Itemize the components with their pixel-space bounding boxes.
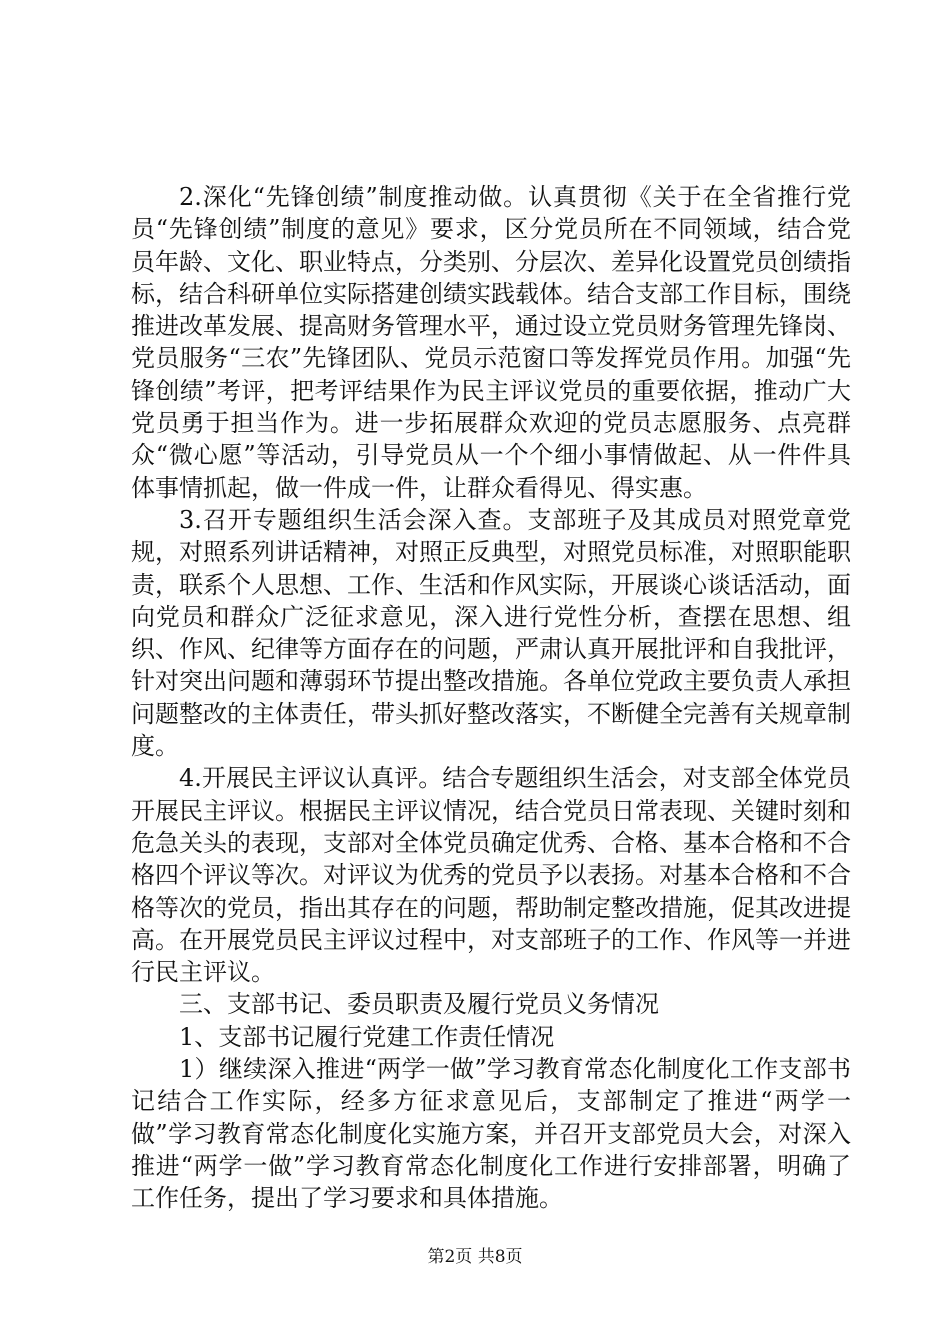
paragraph-pioneer-achievement: 2.深化“先锋创绩”制度推动做。认真贯彻《关于在全省推行党员“先锋创绩”制度的意见》要求，区分党员所在不同领域，结合党员年龄、文化、职业特点，分类别、分层次、差异化设置党员创绩指标，结合科研单位实际搭建创绩实践载体。结合支部工作目标，围绕推进改革发展、提高财务管理水平，通过设立党员财务管理先锋岗、党员服务“三农”先锋团队、党员示范窗口等发挥党员作用。加强“先锋创绩”考评，把考评结果作为民主评议党员的重要依据，推动广大党员勇于担当作为。进一步拓展群众欢迎的党员志愿服务、点亮群众“微心愿”等活动，引导党员从一个个细小事情做起、从一件件具体事情抓起，做一件成一件，让群众看得见、得实惠。 <box>131 183 851 502</box>
paragraph-special-meeting: 3.召开专题组织生活会深入查。支部班子及其成员对照党章党规，对照系列讲话精神，对照正反典型，对照党员标准，对照职能职责，联系个人思想、工作、生活和作风实际，开展谈心谈话活动，面向党员和群众广泛征求意见，深入进行党性分析，查摆在思想、组织、作风、纪律等方面存在的问题，严肃认真开展批评和自我批评，针对突出问题和薄弱环节提出整改措施。各单位党政主要负责人承担问题整改的主体责任，带头抓好整改落实，不断健全完善有关规章制度。 <box>131 505 851 761</box>
document-body <box>131 181 851 1215</box>
paragraph-democratic-evaluation: 4.开展民主评议认真评。结合专题组织生活会，对支部全体党员开展民主评议。根据民主评议情况，结合党员日常表现、关键时刻和危急关头的表现，支部对全体党员确定优秀、合格、基本合格和不合格四个评议等次。对评议为优秀的党员予以表扬。对基本合格和不合格等次的党员，指出其存在的问题，帮助制定整改措施，促其改进提高。在开展党员民主评议过程中，对支部班子的工作、作风等一并进行民主评议。 <box>131 764 851 987</box>
section-heading-duties: 三、支部书记、委员职责及履行党员义务情况 <box>179 990 659 1019</box>
subsection-heading-secretary: 1、支部书记履行党建工作责任情况 <box>179 1022 555 1051</box>
page-number-footer: 第2页 共8页 <box>427 1247 523 1267</box>
paragraph-two-studies: 1）继续深入推进“两学一做”学习教育常态化制度化工作支部书记结合工作实际，经多方征求意见后，支部制定了推进“两学一做”学习教育常态化制度化实施方案，并召开支部党员大会，对深入推进“两学一做”学习教育常态化制度化工作进行安排部署，明确了工作任务，提出了学习要求和具体措施。 <box>131 1055 851 1213</box>
